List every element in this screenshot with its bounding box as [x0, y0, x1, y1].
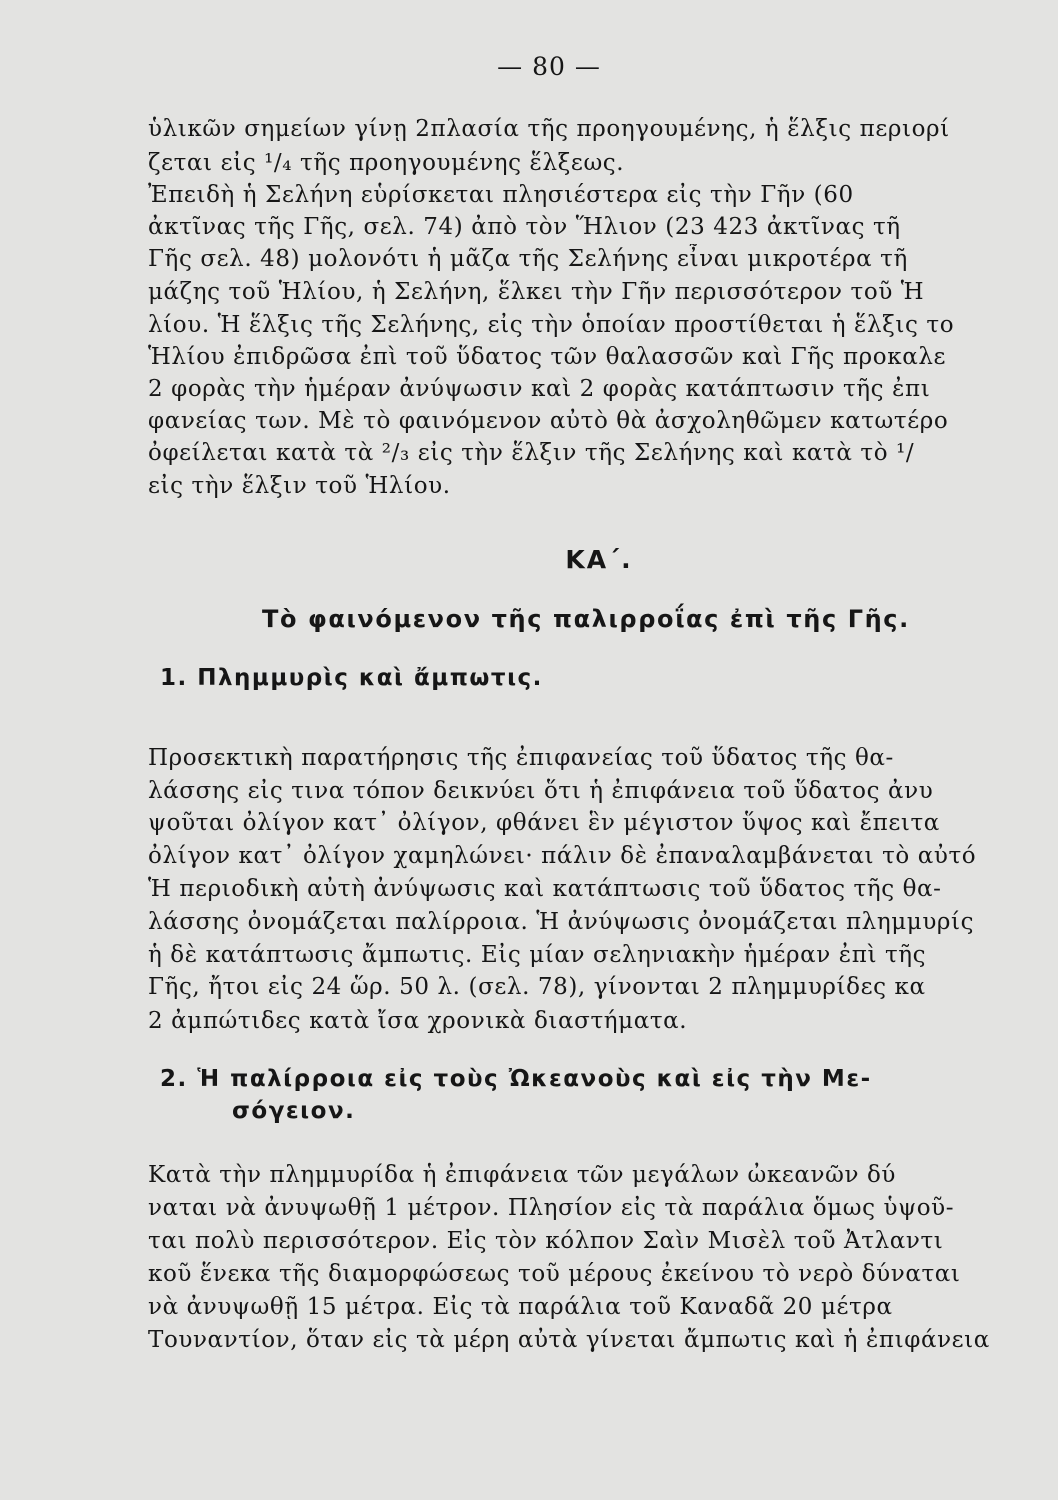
- text-line: κοῦ ἕνεκα τῆς διαμορφώσεως τοῦ μέρους ἐκείνου τὸ νερὸ δύναται: [148, 1261, 961, 1287]
- chapter-number: ΚΑ΄.: [565, 545, 633, 574]
- text-line: 2 φορὰς τὴν ἡμέραν ἀνύψωσιν καὶ 2 φορὰς κατάπτωσιν τῆς ἐπι: [148, 376, 931, 402]
- text-line: ἡ δὲ κατάπτωσις ἄμπωτις. Εἰς μίαν σεληνιακὴν ἡμέραν ἐπὶ τῆς: [148, 942, 927, 968]
- page-number: — 80 —: [497, 52, 601, 81]
- text-line: Γῆς, ἤτοι εἰς 24 ὥρ. 50 λ. (σελ. 78), γίνονται 2 πλημμυρίδες κα: [148, 974, 926, 1000]
- text-line: Γῆς σελ. 48) μολονότι ἡ μᾶζα τῆς Σελήνης εἶναι μικροτέρα τῆ: [148, 246, 908, 272]
- text-line: ὀλίγον κατ᾽ ὀλίγον χαμηλώνει· πάλιν δὲ ἐπαναλαμβάνεται τὸ αὐτό: [148, 843, 977, 869]
- text-line: ναται νὰ ἀνυψωθῇ 1 μέτρον. Πλησίον εἰς τὰ παράλια ὅμως ὑψοῦ-: [148, 1195, 955, 1221]
- text-line: ὀφείλεται κατὰ τὰ ²/₃ εἰς τὴν ἕλξιν τῆς Σελήνης καὶ κατὰ τὸ ¹/: [148, 440, 915, 466]
- text-line: φανείας των. Μὲ τὸ φαινόμενον αὐτὸ θὰ ἀσχοληθῶμεν κατωτέρο: [148, 408, 949, 434]
- text-line: λάσσης ὀνομάζεται παλίρροια. Ἡ ἀνύψωσις ὀνομάζεται πλημμυρίς: [148, 909, 975, 935]
- subsection-heading-2-continued: σόγειον.: [232, 1098, 356, 1124]
- subsection-heading-2: 2. Ἡ παλίρροια εἰς τοὺς Ὠκεανοὺς καὶ εἰς τὴν Με-: [160, 1066, 872, 1092]
- text-line: λίου. Ἡ ἕλξις τῆς Σελήνης, εἰς τὴν ὁποίαν προστίθεται ἡ ἕλξις το: [148, 312, 955, 338]
- text-line: μάζης τοῦ Ἡλίου, ἡ Σελήνη, ἕλκει τὴν Γῆν περισσότερον τοῦ Ἡ: [148, 279, 925, 305]
- text-line: ζεται εἰς ¹/₄ τῆς προηγουμένης ἕλξεως.: [148, 150, 625, 176]
- text-line: Ἡ περιοδικὴ αὐτὴ ἀνύψωσις καὶ κατάπτωσις τοῦ ὕδατος τῆς θα-: [148, 876, 942, 902]
- subsection-heading-1: 1. Πλημμυρὶς καὶ ἄμπωτις.: [160, 665, 543, 691]
- text-line: νὰ ἀνυψωθῇ 15 μέτρα. Εἰς τὰ παράλια τοῦ Καναδᾶ 20 μέτρα: [148, 1294, 893, 1320]
- text-line: ψοῦται ὀλίγον κατ᾽ ὀλίγον, φθάνει ἓν μέγιστον ὕψος καὶ ἔπειτα: [148, 810, 940, 836]
- text-line: Τουναντίον, ὅταν εἰς τὰ μέρη αὐτὰ γίνεται ἄμπωτις καὶ ἡ ἐπιφάνεια: [148, 1327, 990, 1353]
- section-title: Τὸ φαινόμενον τῆς παλιρροΐας ἐπὶ τῆς Γῆς.: [262, 605, 910, 633]
- text-line: εἰς τὴν ἕλξιν τοῦ Ἡλίου.: [148, 473, 451, 499]
- text-line: ται πολὺ περισσότερον. Εἰς τὸν κόλπον Σαὶν Μισὲλ τοῦ Ἀτλαντι: [148, 1228, 944, 1254]
- text-line: Κατὰ τὴν πλημμυρίδα ἡ ἐπιφάνεια τῶν μεγάλων ὠκεανῶν δύ: [148, 1162, 896, 1188]
- text-line: 2 ἀμπώτιδες κατὰ ἴσα χρονικὰ διαστήματα.: [148, 1008, 688, 1034]
- text-line: Ἡλίου ἐπιδρῶσα ἐπὶ τοῦ ὕδατος τῶν θαλασσῶν καὶ Γῆς προκαλε: [148, 344, 947, 370]
- text-line: λάσσης εἰς τινα τόπον δεικνύει ὅτι ἡ ἐπιφάνεια τοῦ ὕδατος ἀνυ: [148, 778, 934, 804]
- text-line: Προσεκτικὴ παρατήρησις τῆς ἐπιφανείας τοῦ ὕδατος τῆς θα-: [148, 745, 894, 771]
- text-line: Ἐπειδὴ ἡ Σελήνη εὑρίσκεται πλησιέστερα εἰς τὴν Γῆν (60: [148, 182, 854, 208]
- text-line: ἀκτῖνας τῆς Γῆς, σελ. 74) ἀπὸ τὸν Ἥλιον (23 423 ἀκτῖνας τῆ: [148, 214, 901, 240]
- text-line: ὑλικῶν σημείων γίνῃ 2πλασία τῆς προηγουμένης, ἡ ἕλξις περιορί: [148, 116, 950, 142]
